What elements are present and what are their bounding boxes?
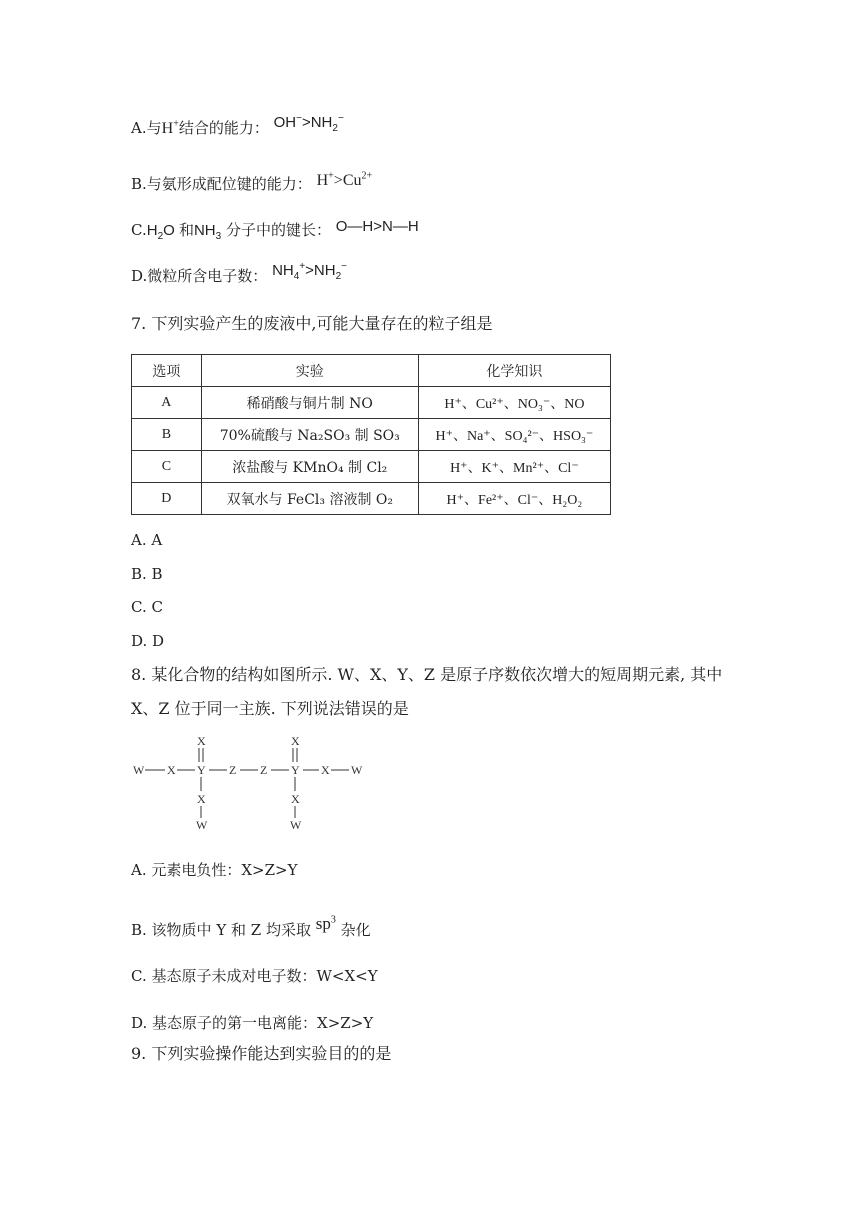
table-header: 实验	[201, 355, 418, 387]
q7-choice-b: B. B	[131, 565, 163, 583]
table-cell-experiment: 稀硝酸与铜片制 NO	[201, 387, 418, 419]
atom-x: X	[291, 734, 300, 748]
table-cell-option: D	[132, 483, 202, 515]
q8-option-c: C. 基态原子未成对电子数：W<X<Y	[131, 967, 378, 985]
atom-w: W	[290, 818, 302, 832]
table-header: 化学知识	[418, 355, 610, 387]
formula-nh4-nh2: $NH_4^+>NH_2^-$	[272, 261, 347, 282]
atom-w: W	[196, 818, 208, 832]
q9-stem: 9. 下列实验操作能达到实验目的的是	[131, 1044, 392, 1063]
q8-option-a: A. 元素电负性：X>Z>Y	[131, 861, 298, 879]
atom-y: Y	[197, 763, 206, 777]
q8-stem-line2: X、Z 位于同一主族. 下列说法错误的是	[131, 699, 409, 718]
formula-h2o-nh3: $H_2O$ 和$NH_3$	[146, 222, 222, 242]
table-row	[132, 387, 611, 419]
q7-stem: 7. 下列实验产生的废液中,可能大量存在的粒子组是	[131, 314, 493, 333]
q8-option-d: D. 基态原子的第一电离能：X>Z>Y	[131, 1014, 374, 1032]
table-cell-ions: H⁺、Cu²⁺、NO₃⁻、NO	[418, 387, 610, 419]
table-row	[132, 419, 611, 451]
q8-option-b: B. 该物质中 Y 和 Z 均采取 $sp^3$ 杂化	[131, 914, 371, 939]
atom-x: X	[197, 734, 206, 748]
table-cell-experiment: 浓盐酸与 KMnO₄ 制 Cl₂	[201, 451, 418, 483]
atom-z: Z	[260, 763, 268, 777]
q7-choice-d: D. D	[131, 632, 165, 650]
table-cell-option: A	[132, 387, 202, 419]
atom-x: X	[291, 792, 300, 806]
atom-z: Z	[229, 763, 237, 777]
formula-h-cu: $H^+>Cu^{2+}$	[316, 170, 373, 189]
table-cell-experiment: 双氧水与 FeCl₃ 溶液制 O₂	[201, 483, 418, 515]
table-header: 选项	[132, 355, 202, 387]
table-cell-option: C	[132, 451, 202, 483]
formula-bond-length: O—H>N—H	[335, 218, 419, 235]
q7-table	[131, 354, 611, 515]
h-plus-ion: H+	[161, 118, 179, 137]
q6-option-d: D.微粒所含电子数： $NH_4^+>NH_2^-$	[131, 261, 347, 285]
table-cell-ions: H⁺、K⁺、Mn²⁺、Cl⁻	[418, 451, 610, 483]
atom-y: Y	[291, 763, 300, 777]
q8-stem-line1: 8. 某化合物的结构如图所示. W、X、Y、Z 是原子序数依次增大的短周期元素, 其中	[131, 665, 723, 684]
q7-choice-a: A. A	[131, 531, 163, 549]
sp3-formula: $sp^3$	[315, 914, 336, 933]
q6-option-c: $C.H_2O$ 和$NH_3$ 分子中的键长： O—H>N—H	[131, 218, 419, 242]
atom-x: X	[167, 763, 176, 777]
atom-x: X	[321, 763, 330, 777]
q6-option-a: A.与H+结合的能力： $OH^->NH_2^-$	[131, 113, 344, 137]
table-header-row	[132, 355, 611, 387]
table-cell-experiment: 70%硫酸与 Na₂SO₃ 制 SO₃	[201, 419, 418, 451]
table-row	[132, 483, 611, 515]
table-cell-option: B	[132, 419, 202, 451]
atom-w: W	[133, 763, 145, 777]
formula-oh-nh2: $OH^->NH_2^-$	[273, 113, 344, 134]
q6-option-b: B.与氨形成配位键的能力： $H^+>Cu^{2+}$	[131, 170, 373, 193]
q7-choice-c: C. C	[131, 598, 163, 616]
table-cell-ions: H⁺、Fe²⁺、Cl⁻、H₂O₂	[418, 483, 610, 515]
table-row	[132, 451, 611, 483]
table-cell-ions: H⁺、Na⁺、SO₄²⁻、HSO₃⁻	[418, 419, 610, 451]
atom-x: X	[197, 792, 206, 806]
atom-w: W	[351, 763, 363, 777]
structure-diagram	[131, 733, 371, 833]
